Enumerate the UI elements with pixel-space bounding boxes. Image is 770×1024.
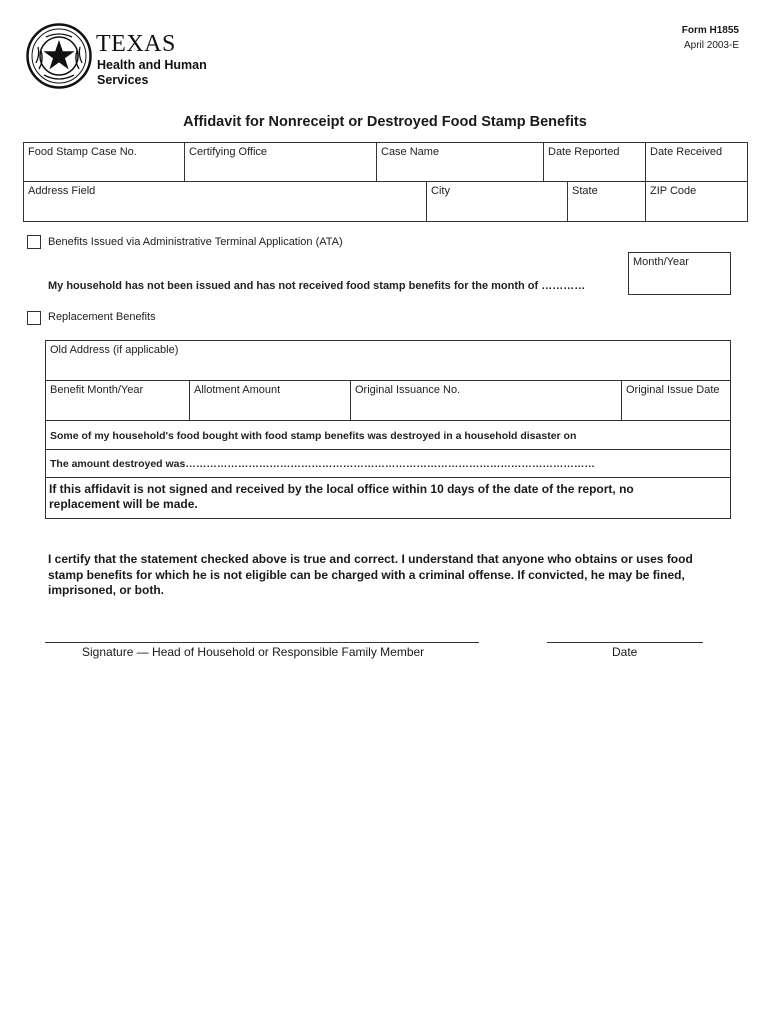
food-stamp-case-no-label: Food Stamp Case No.: [28, 146, 137, 158]
zip-code-label: ZIP Code: [650, 185, 697, 197]
date-reported-label: Date Reported: [548, 146, 620, 158]
certification-statement: I certify that the statement checked above is true and correct. I understand that anyone who obtains or uses food stamp benefits for which he is not eligible can be charged with a criminal offense. If convicted, he may be fined, imprisoned, or both.: [48, 552, 693, 597]
city-field[interactable]: [426, 181, 568, 222]
city-label: City: [431, 185, 450, 197]
warning-text: If this affidavit is not signed and received by the local office within 10 days of the date of the report, no replacement will be made.: [49, 482, 634, 511]
food-stamp-case-no-field[interactable]: [23, 142, 185, 182]
ata-checkbox-label: Benefits Issued via Administrative Terminal Application (ATA): [48, 236, 343, 248]
date-label: Date: [612, 645, 638, 659]
texas-seal-logo: [26, 23, 92, 89]
benefit-month-year-label: Benefit Month/Year: [50, 384, 144, 396]
ata-statement: My household has not been issued and has not received food stamp benefits for the month of …………: [48, 280, 586, 292]
certifying-office-field[interactable]: [184, 142, 377, 182]
address-field[interactable]: [23, 181, 427, 222]
original-issue-date-label: Original Issue Date: [626, 384, 720, 396]
old-address-label: Old Address (if applicable): [50, 344, 179, 356]
ata-month-year-field[interactable]: [628, 252, 731, 295]
replacement-checkbox[interactable]: [27, 311, 41, 325]
signature-label: Signature — Head of Household or Responsible Family Member: [82, 645, 425, 659]
original-issue-date-field[interactable]: [621, 380, 731, 421]
destroyed-statement-row[interactable]: [45, 420, 731, 450]
old-address-field[interactable]: [45, 340, 731, 381]
ata-month-year-label: Month/Year: [633, 256, 689, 268]
original-issuance-no-label: Original Issuance No.: [355, 384, 461, 396]
form-number: Form H1855: [681, 25, 739, 36]
date-line[interactable]: [547, 642, 703, 643]
signature-line[interactable]: [45, 642, 479, 643]
state-field[interactable]: [567, 181, 646, 222]
date-received-field[interactable]: [645, 142, 748, 182]
case-name-label: Case Name: [381, 146, 440, 158]
form-revision-date: April 2003-E: [683, 40, 739, 51]
amount-destroyed-statement: The amount destroyed was………………………………………………………………………………………………………: [50, 458, 595, 470]
warning-box: [45, 477, 731, 519]
allotment-amount-field[interactable]: [189, 380, 351, 421]
amount-destroyed-row[interactable]: [45, 449, 731, 478]
certifying-office-label: Certifying Office: [189, 146, 268, 158]
original-issuance-no-field[interactable]: [350, 380, 622, 421]
logo-agency-line2: Services: [97, 73, 149, 87]
page-title: Affidavit for Nonreceipt or Destroyed Food Stamp Benefits: [183, 114, 587, 130]
allotment-amount-label: Allotment Amount: [194, 384, 281, 396]
case-name-field[interactable]: [376, 142, 544, 182]
destroyed-statement: Some of my household's food bought with food stamp benefits was destroyed in a household disaster on: [50, 430, 577, 442]
replacement-checkbox-label: Replacement Benefits: [48, 311, 156, 323]
benefit-month-year-field[interactable]: [45, 380, 190, 421]
logo-texas-text: TEXAS: [96, 31, 176, 57]
date-reported-field[interactable]: [543, 142, 646, 182]
ata-checkbox[interactable]: [27, 235, 41, 249]
logo-agency-line1: Health and Human: [97, 58, 207, 72]
state-label: State: [572, 185, 598, 197]
zip-code-field[interactable]: [645, 181, 748, 222]
date-received-label: Date Received: [650, 146, 723, 158]
address-field-label: Address Field: [28, 185, 96, 197]
